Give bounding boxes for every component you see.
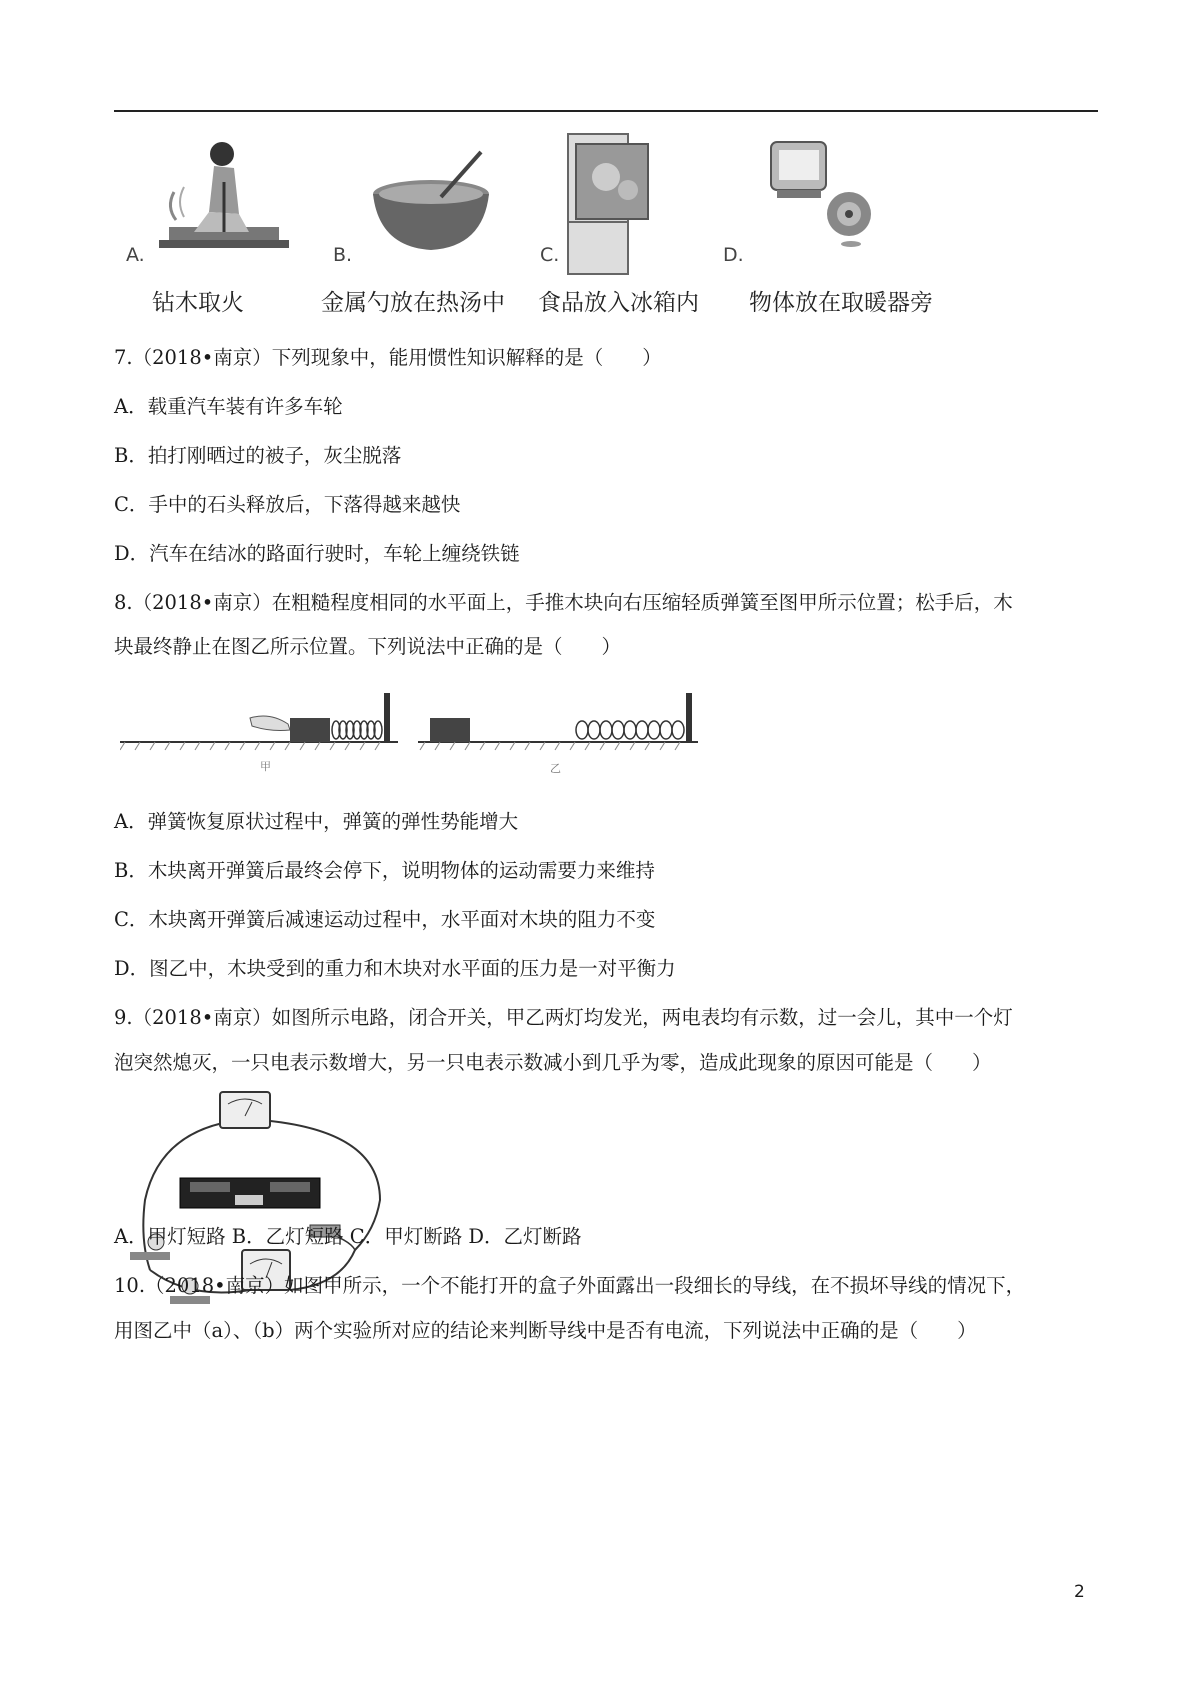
q9-options: A．甲灯短路 B．乙灯短路 C．甲灯断路 D．乙灯断路 xyxy=(114,1225,582,1248)
q8-option-a: A．弹簧恢复原状过程中，弹簧的弹性势能增大 xyxy=(114,810,519,833)
page-number: 2 xyxy=(1074,1582,1085,1602)
q10-stem-line2: 用图乙中（a）、（b）两个实验所对应的结论来判断导线中是否有电流，下列说法中正确的是（ ） xyxy=(114,1319,977,1342)
q10-stem-line1: 10.（2018•南京）如图甲所示，一个不能打开的盒子外面露出一段细长的导线，在不损坏导线的情况下， xyxy=(114,1274,1026,1297)
fig-label-jia: 甲 xyxy=(260,760,271,773)
option-b-caption: 金属勺放在热汤中 xyxy=(321,290,505,316)
option-c-caption: 食品放入冰箱内 xyxy=(538,290,699,316)
option-d-figure xyxy=(711,132,933,322)
q8-option-b: B．木块离开弹簧后最终会停下，说明物体的运动需要力来维持 xyxy=(114,859,655,882)
q7-option-a: A．载重汽车装有许多车轮 xyxy=(114,395,343,418)
fig-label-yi: 乙 xyxy=(550,762,561,775)
option-b-letter: B. xyxy=(333,244,353,266)
q9-stem-line2: 泡突然熄灭，一只电表示数增大，另一只电表示数减小到几乎为零，造成此现象的原因可能是（ ） xyxy=(114,1051,992,1074)
q6-figure-options xyxy=(114,132,1098,322)
q8-spring-block-figure xyxy=(120,690,710,790)
q7-option-b: B．拍打刚晒过的被子，灰尘脱落 xyxy=(114,444,402,467)
option-d-caption: 物体放在取暖器旁 xyxy=(749,290,933,316)
option-b-figure xyxy=(321,132,521,322)
option-c-figure xyxy=(528,132,728,322)
option-a-figure xyxy=(114,132,314,322)
option-c-letter: C. xyxy=(540,244,560,266)
q7-stem: 7.（2018•南京）下列现象中，能用惯性知识解释的是（ ） xyxy=(114,346,662,369)
q8-stem-line2: 块最终静止在图乙所示位置。下列说法中正确的是（ ） xyxy=(114,635,622,658)
option-d-letter: D. xyxy=(723,244,744,266)
q9-stem-line1: 9.（2018•南京）如图所示电路，闭合开关，甲乙两灯均发光，两电表均有示数，过一会儿，其中一个灯 xyxy=(114,1006,1013,1029)
option-a-letter: A. xyxy=(126,244,145,266)
q7-option-c: C．手中的石头释放后，下落得越来越快 xyxy=(114,493,461,516)
option-a-caption: 钻木取火 xyxy=(152,290,244,316)
header-rule xyxy=(114,110,1098,112)
q8-option-d: D．图乙中，木块受到的重力和木块对水平面的压力是一对平衡力 xyxy=(114,957,676,980)
q8-option-c: C．木块离开弹簧后减速运动过程中，水平面对木块的阻力不变 xyxy=(114,908,656,931)
q7-option-d: D．汽车在结冰的路面行驶时，车轮上缠绕铁链 xyxy=(114,542,520,565)
q8-stem-line1: 8.（2018•南京）在粗糙程度相同的水平面上，手推木块向右压缩轻质弹簧至图甲所示位置；松手后，木 xyxy=(114,591,1013,614)
